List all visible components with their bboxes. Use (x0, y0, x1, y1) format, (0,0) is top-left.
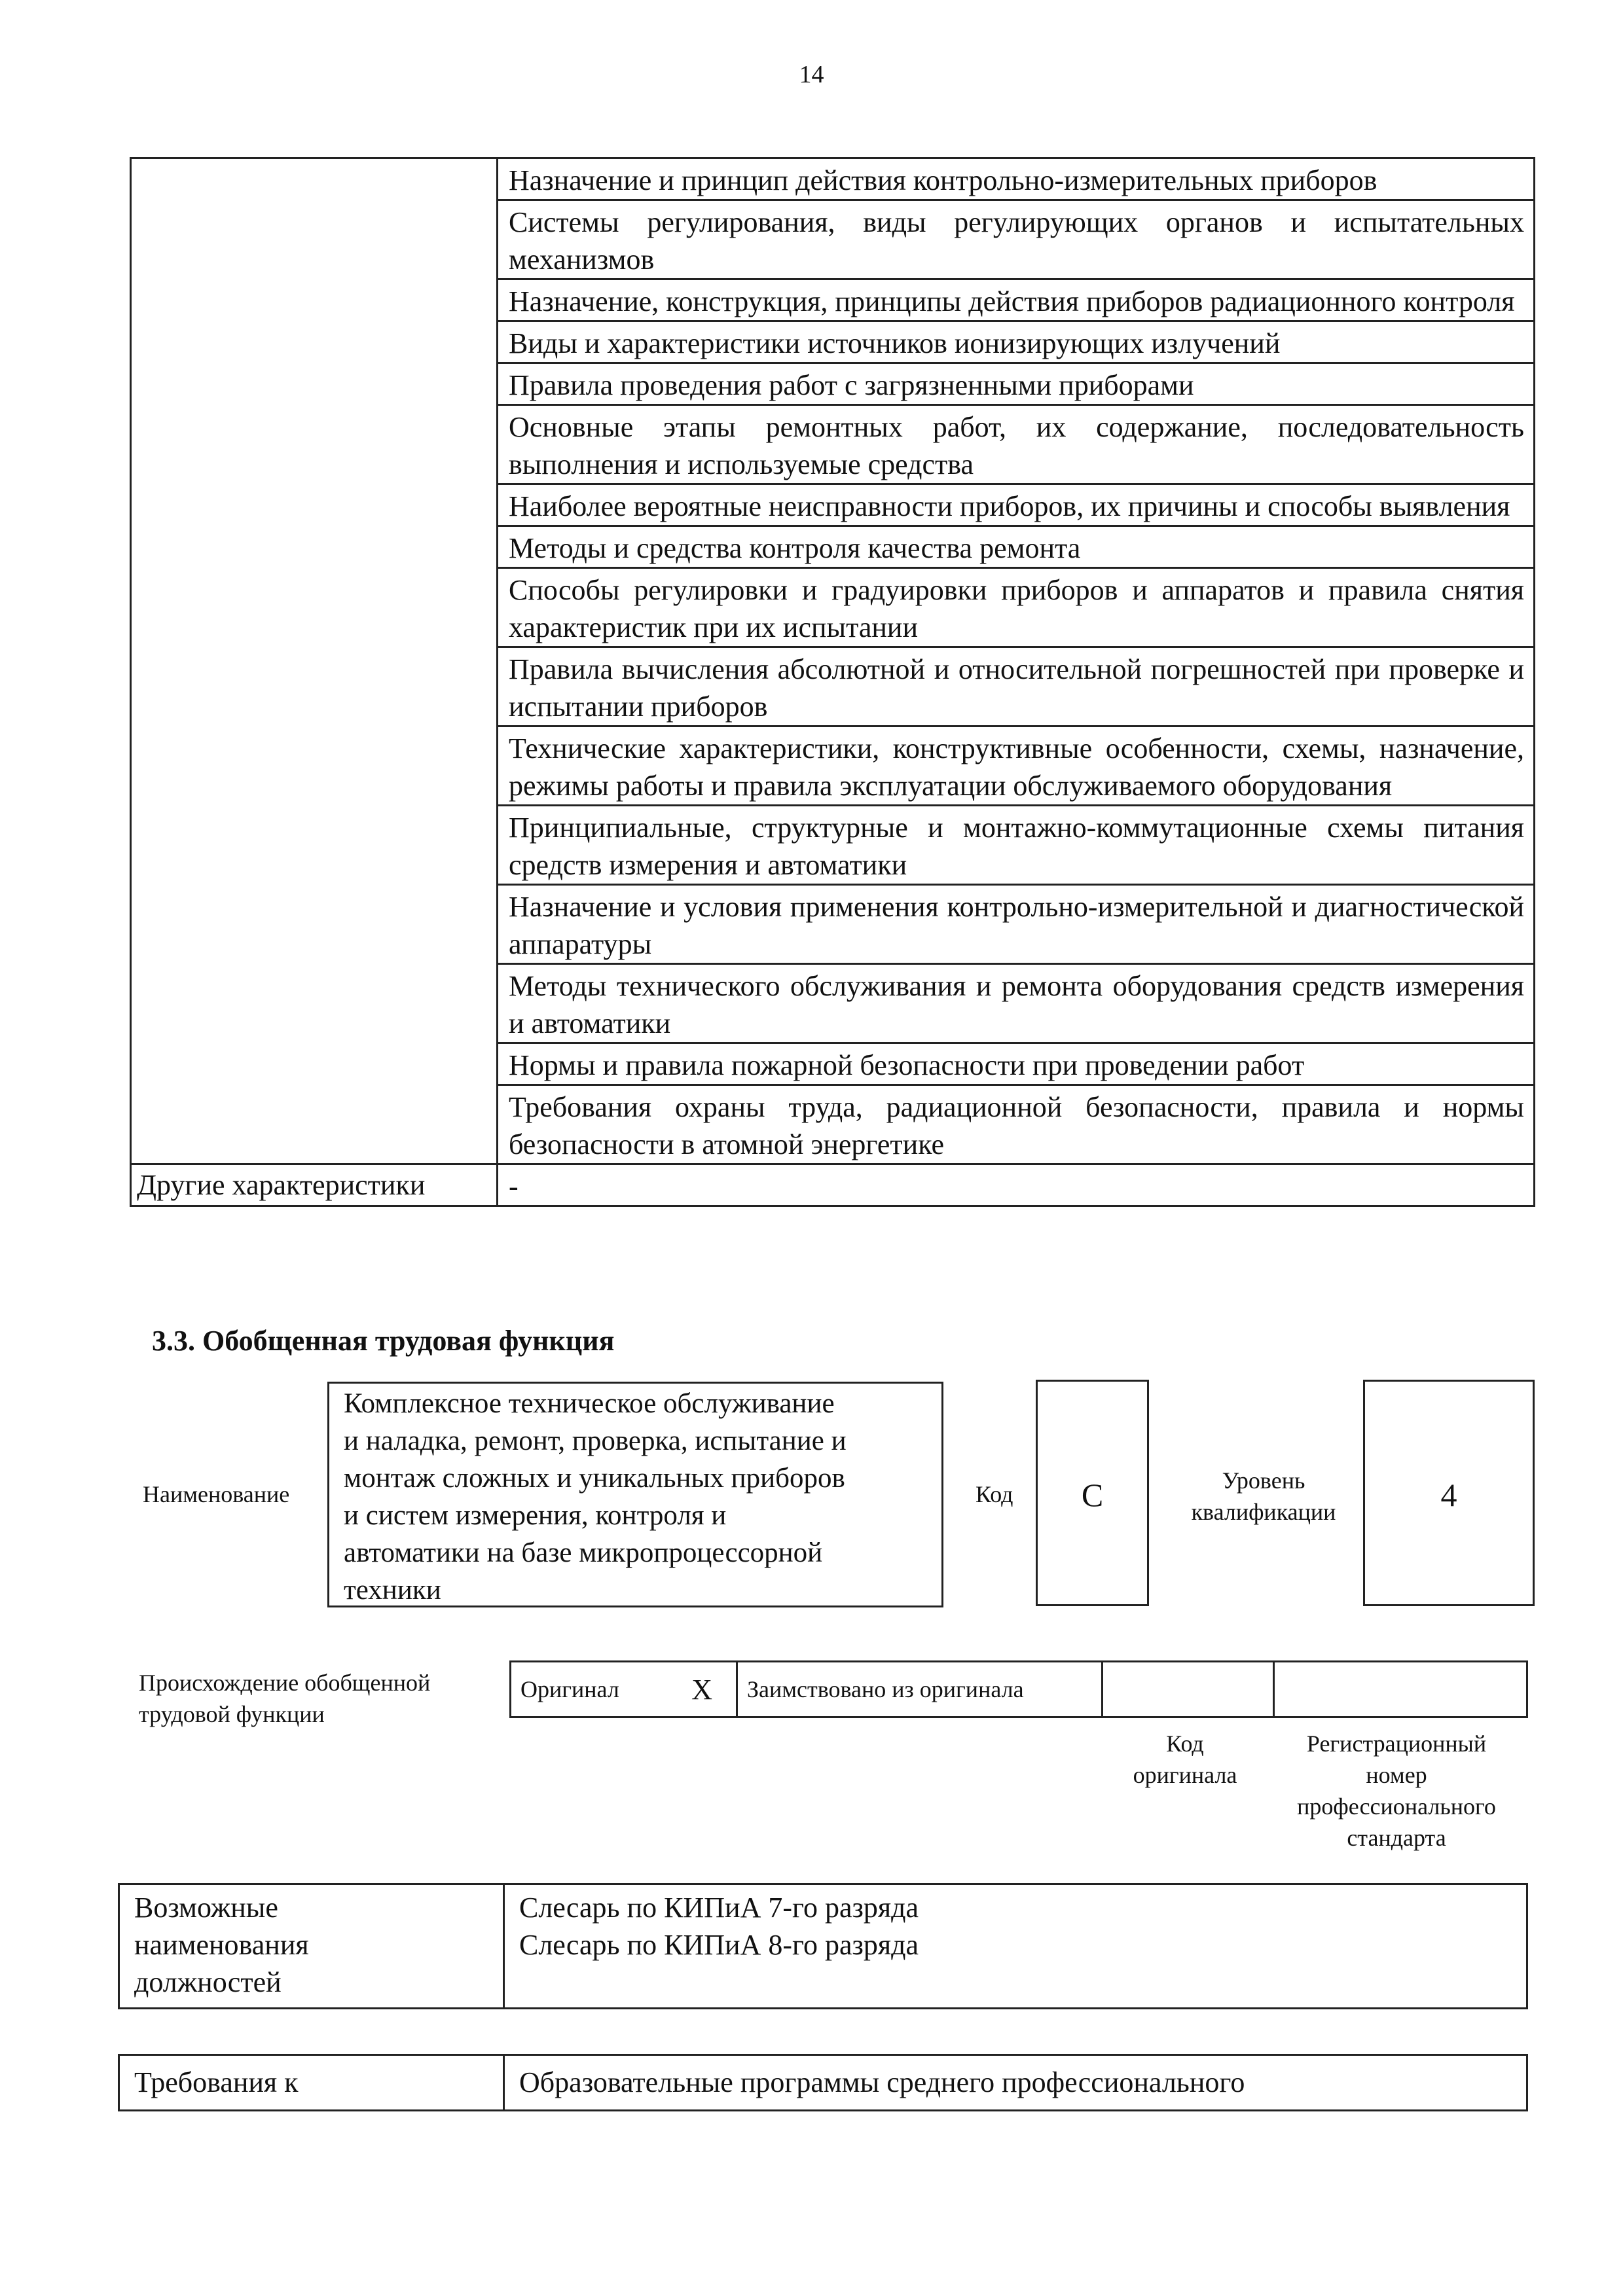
positions-label-line: Возможные (134, 1892, 278, 1924)
origin-table (509, 1660, 1528, 1718)
caption-line: оригинала (1133, 1762, 1237, 1788)
qualification-level-label (1165, 1465, 1362, 1528)
function-name-line: и систем измерения, контроля и (344, 1500, 727, 1531)
caption-line: профессионального (1297, 1793, 1496, 1820)
code-label: Код (976, 1481, 1013, 1507)
registration-number-cell (1274, 1662, 1527, 1717)
origin-label (139, 1667, 430, 1730)
knowledge-item: Основные этапы ремонтных работ, их содержание, последовательность выполнения и используемые средства (498, 405, 1535, 484)
knowledge-table (130, 157, 1535, 1207)
requirements-label: Требования к (119, 2055, 504, 2111)
original-mark: X (640, 1662, 737, 1717)
function-name-line: автоматики на базе микропроцессорной (344, 1537, 823, 1568)
position-item: Слесарь по КИПиА 7-го разряда (519, 1892, 919, 1924)
name-label: Наименование (143, 1481, 290, 1507)
level-label-line: квалификации (1191, 1499, 1336, 1525)
function-name-line: техники (344, 1575, 441, 1605)
knowledge-item: Методы и средства контроля качества ремонта (498, 526, 1535, 568)
code-value-box: C (1036, 1380, 1149, 1606)
caption-line: стандарта (1347, 1825, 1446, 1851)
positions-label-line: должностей (134, 1966, 282, 1998)
knowledge-item: Способы регулировки и градуировки приборов и аппаратов и правила снятия характеристик при их испытании (498, 568, 1535, 647)
page-number: 14 (799, 61, 824, 88)
knowledge-item: Виды и характеристики источников ионизирующих излучений (498, 321, 1535, 363)
registration-number-caption (1265, 1728, 1528, 1854)
level-label-line: Уровень (1222, 1467, 1305, 1494)
knowledge-item: Назначение, конструкция, принципы действия приборов радиационного контроля (498, 279, 1535, 321)
qualification-level-box: 4 (1363, 1380, 1535, 1606)
knowledge-item: Методы технического обслуживания и ремонта оборудования средств измерения и автоматики (498, 964, 1535, 1043)
knowledge-item: Назначение и принцип действия контрольно-измерительных приборов (498, 158, 1535, 200)
knowledge-item: Нормы и правила пожарной безопасности при проведении работ (498, 1043, 1535, 1085)
function-name-line: монтаж сложных и уникальных приборов (344, 1463, 845, 1494)
original-label: Оригинал (511, 1662, 640, 1717)
positions-label-line: наименования (134, 1929, 309, 1961)
knowledge-item: Назначение и условия применения контрольно-измерительной и диагностической аппаратуры (498, 885, 1535, 964)
knowledge-item: Требования охраны труда, радиационной безопасности, правила и нормы безопасности в атомной энергетике (498, 1085, 1535, 1164)
other-characteristics-value: - (498, 1164, 1535, 1206)
knowledge-item: Системы регулирования, виды регулирующих органов и испытательных механизмов (498, 200, 1535, 279)
other-characteristics-row (131, 1164, 1535, 1206)
function-name-line: и наладка, ремонт, проверка, испытание и (344, 1426, 847, 1456)
caption-line: Код (1166, 1731, 1204, 1757)
positions-label (119, 1884, 504, 2009)
positions-values (504, 1884, 1527, 2009)
function-name-box (327, 1382, 943, 1607)
original-code-caption (1106, 1728, 1264, 1791)
borrowed-label: Заимствовано из оригинала (737, 1662, 1103, 1717)
origin-label-line: трудовой функции (139, 1701, 325, 1727)
position-item: Слесарь по КИПиА 8-го разряда (519, 1929, 919, 1961)
function-name-line: Комплексное техническое обслуживание (344, 1388, 835, 1419)
knowledge-item: Правила вычисления абсолютной и относительной погрешностей при проверке и испытании приборов (498, 647, 1535, 726)
knowledge-item: Наиболее вероятные неисправности приборов, их причины и способы выявления (498, 484, 1535, 526)
knowledge-label-cell (131, 158, 498, 1164)
caption-line: Регистрационный (1306, 1731, 1487, 1757)
original-code-cell (1103, 1662, 1274, 1717)
origin-label-line: Происхождение обобщенной (139, 1670, 431, 1696)
requirements-value: Образовательные программы среднего профессионального (504, 2055, 1527, 2111)
requirements-table (118, 2054, 1528, 2111)
knowledge-item: Принципиальные, структурные и монтажно-коммутационные схемы питания средств измерения и автоматики (498, 806, 1535, 885)
knowledge-item: Правила проведения работ с загрязненными приборами (498, 363, 1535, 405)
positions-table (118, 1883, 1528, 2009)
section-title: 3.3. Обобщенная трудовая функция (152, 1325, 615, 1357)
other-characteristics-label: Другие характеристики (131, 1164, 498, 1206)
knowledge-item: Технические характеристики, конструктивные особенности, схемы, назначение, режимы работы и правила эксплуатации обслуживаемого оборудования (498, 726, 1535, 806)
knowledge-row (131, 158, 1535, 200)
caption-line: номер (1366, 1762, 1427, 1788)
